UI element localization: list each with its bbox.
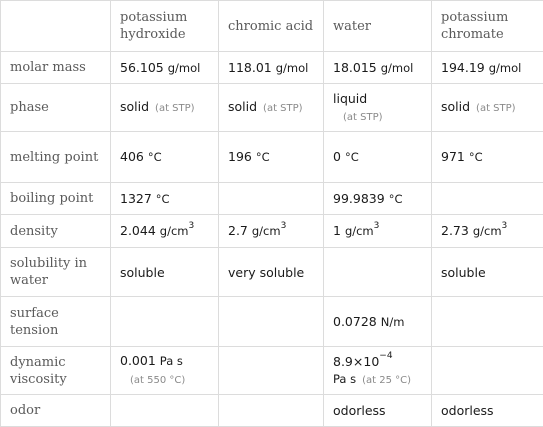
column-header-potassium-hydroxide: potassium hydroxide bbox=[111, 1, 219, 52]
value-cell bbox=[432, 183, 543, 215]
value-cell: very soluble bbox=[219, 248, 324, 297]
value-cell bbox=[324, 215, 432, 248]
value-cell-empty bbox=[219, 347, 324, 395]
condition-note: (at STP) bbox=[263, 103, 303, 114]
table-row-phase bbox=[1, 84, 543, 132]
row-label: dynamic viscosity bbox=[1, 347, 111, 395]
value-number: 2.73 bbox=[441, 223, 469, 238]
value-unit: g/cm bbox=[345, 224, 374, 238]
value-unit: °C bbox=[345, 150, 359, 164]
column-header-chromic-acid: chromic acid bbox=[219, 1, 324, 52]
value-times: × bbox=[353, 354, 363, 369]
table-row-molar-mass bbox=[1, 52, 543, 84]
value-unit: g/cm bbox=[252, 224, 281, 238]
corner-cell bbox=[1, 1, 111, 52]
value-unit: °C bbox=[389, 192, 403, 206]
value-cell bbox=[111, 52, 219, 84]
value-cell bbox=[324, 52, 432, 84]
row-label: molar mass bbox=[1, 52, 111, 84]
table-row-odor bbox=[1, 395, 543, 427]
condition-note: (at STP) bbox=[155, 103, 195, 114]
value-cell bbox=[432, 52, 543, 84]
value-cell bbox=[111, 84, 219, 132]
value-number: 0.001 bbox=[120, 353, 156, 368]
column-header-water: water bbox=[324, 1, 432, 52]
value-cell: odorless bbox=[432, 395, 543, 427]
table-row-solubility bbox=[1, 248, 543, 297]
value-number: 1327 bbox=[120, 191, 152, 206]
unit-exponent: 3 bbox=[281, 221, 287, 231]
value-cell bbox=[111, 347, 219, 395]
value-cell bbox=[219, 52, 324, 84]
value-number: 406 bbox=[120, 149, 144, 164]
value-unit: g/cm bbox=[473, 224, 502, 238]
value-cell bbox=[324, 297, 432, 347]
table-row-melting-point bbox=[1, 132, 543, 183]
value-cell bbox=[111, 183, 219, 215]
value-cell bbox=[219, 84, 324, 132]
unit-exponent: 3 bbox=[502, 221, 508, 231]
value-unit: g/mol bbox=[381, 61, 414, 75]
value-cell bbox=[432, 297, 543, 347]
row-label: melting point bbox=[1, 132, 111, 183]
value-cell: odorless bbox=[324, 395, 432, 427]
value-number: 0.0728 bbox=[333, 314, 377, 329]
value-number: 1 bbox=[333, 223, 341, 238]
value-text: solid bbox=[120, 99, 149, 114]
value-cell-empty bbox=[432, 347, 543, 395]
table-row-viscosity bbox=[1, 347, 543, 395]
value-unit: g/mol bbox=[168, 61, 201, 75]
value-number: 99.9839 bbox=[333, 191, 385, 206]
value-unit: °C bbox=[469, 150, 483, 164]
unit-exponent: 3 bbox=[374, 221, 380, 231]
value-cell bbox=[111, 215, 219, 248]
value-unit: Pa s bbox=[160, 354, 183, 368]
value-cell bbox=[219, 215, 324, 248]
value-unit: °C bbox=[156, 192, 170, 206]
value-number: 56.105 bbox=[120, 60, 164, 75]
value-text: solid bbox=[441, 99, 470, 114]
value-cell bbox=[432, 84, 543, 132]
value-cell bbox=[111, 395, 219, 427]
condition-note: (at 550 °C) bbox=[130, 372, 209, 389]
value-unit: °C bbox=[256, 150, 270, 164]
value-cell: soluble bbox=[111, 248, 219, 297]
table-row-density bbox=[1, 215, 543, 248]
value-unit: °C bbox=[148, 150, 162, 164]
value-number: 196 bbox=[228, 149, 252, 164]
row-label: surface tension bbox=[1, 297, 111, 347]
value-number: 2.7 bbox=[228, 223, 248, 238]
value-number: 971 bbox=[441, 149, 465, 164]
value-number: 2.044 bbox=[120, 223, 156, 238]
condition-note: (at STP) bbox=[476, 103, 516, 114]
value-cell bbox=[432, 132, 543, 183]
value-number: 0 bbox=[333, 149, 341, 164]
value-cell bbox=[324, 183, 432, 215]
value-cell bbox=[219, 183, 324, 215]
value-unit: g/mol bbox=[276, 61, 309, 75]
value-unit: N/m bbox=[381, 315, 405, 329]
value-text: liquid bbox=[333, 91, 367, 106]
value-cell bbox=[111, 132, 219, 183]
row-label: solubility in water bbox=[1, 248, 111, 297]
value-number: 118.01 bbox=[228, 60, 272, 75]
value-cell bbox=[111, 297, 219, 347]
row-label: boiling point bbox=[1, 183, 111, 215]
value-unit: g/cm bbox=[160, 224, 189, 238]
row-label: odor bbox=[1, 395, 111, 427]
value-number: 18.015 bbox=[333, 60, 377, 75]
value-cell: soluble bbox=[432, 248, 543, 297]
value-cell bbox=[219, 132, 324, 183]
header-row bbox=[1, 1, 543, 52]
value-cell bbox=[219, 297, 324, 347]
condition-note: (at STP) bbox=[343, 109, 422, 126]
value-base: 10 bbox=[363, 354, 379, 369]
table-row-surface-tension bbox=[1, 297, 543, 347]
column-header-potassium-chromate: potassium chromate bbox=[432, 1, 543, 52]
row-label: phase bbox=[1, 84, 111, 132]
value-cell bbox=[324, 347, 432, 395]
value-cell bbox=[324, 248, 432, 297]
value-cell bbox=[432, 215, 543, 248]
value-cell bbox=[324, 132, 432, 183]
value-unit: g/mol bbox=[489, 61, 522, 75]
unit-exponent: 3 bbox=[188, 221, 194, 231]
value-number: 194.19 bbox=[441, 60, 485, 75]
condition-note: (at 25 °C) bbox=[362, 375, 411, 386]
value-exponent: −4 bbox=[379, 351, 392, 361]
value-cell bbox=[219, 395, 324, 427]
value-cell bbox=[324, 84, 432, 132]
row-label: density bbox=[1, 215, 111, 248]
value-text: solid bbox=[228, 99, 257, 114]
value-unit: Pa s bbox=[333, 372, 356, 386]
value-mantissa: 8.9 bbox=[333, 354, 353, 369]
table-row-boiling-point bbox=[1, 183, 543, 215]
